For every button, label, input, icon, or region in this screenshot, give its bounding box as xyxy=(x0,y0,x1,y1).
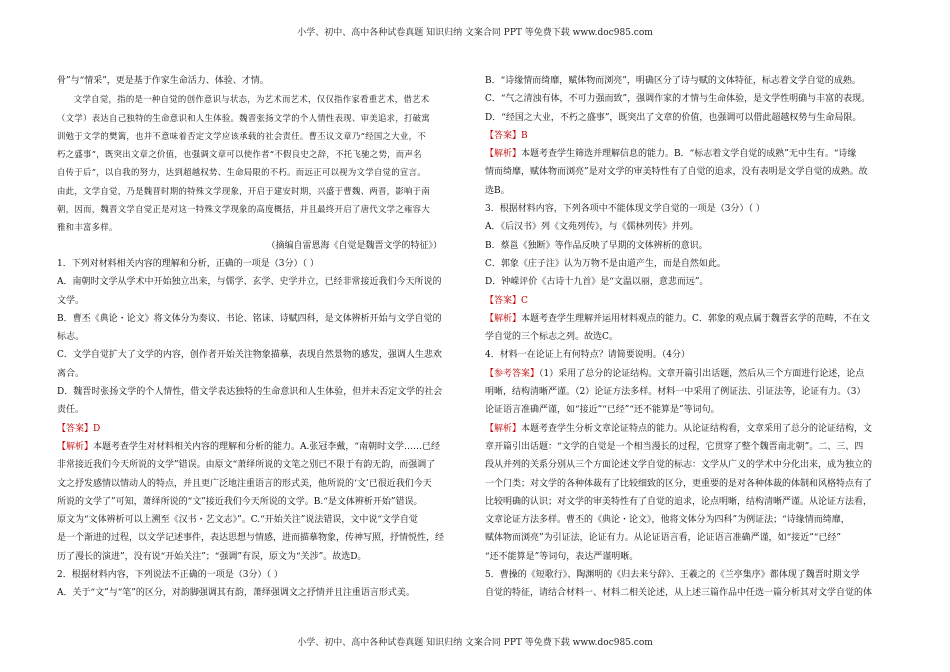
option-line: B．曹丕《典论・论文》将文体分为奏议、书论、铭诔、诗赋四科，是文体辨析开始与文学自觉的 xyxy=(57,313,442,324)
answer-1 xyxy=(57,420,452,438)
explanation-line: 情而绮靡，赋体物而浏亮”是对文学的审美特性有了自觉的追求，没有表明是文学自觉的成熟。故 xyxy=(485,167,868,178)
question-5-line: 自觉的特征，请结合材料一、材料二相关论述，从上述三篇作品中任选一篇分析其对文学自觉的体 xyxy=(485,588,873,599)
explanation-line: 文章论证方法多样。曹丕的《典论・论文》，他将文体分为四科”为例证法；“诗缘情而绮靡， xyxy=(485,515,850,526)
reference-answer-line: 论证语言准确严谨，如“接近”“已经”“还不能算是”等词句。 xyxy=(485,405,720,416)
answer-value: D xyxy=(93,423,101,434)
explanation-text: 本题考查学生筛选并理解信息的能力。B．“标志着文学自觉的成熟”无中生有。“诗缘 xyxy=(521,149,857,160)
page-footer: 小学、初中、高中各种试卷真题 知识归纳 文案合同 PPT 等免费下载 www.doc985.com xyxy=(297,638,653,648)
option-line: 标志。 xyxy=(57,332,85,343)
option-line: 离合。 xyxy=(57,368,85,379)
passage-line: 自传于后”，以自我的努力，达到超越权势、生命局限的不朽。而远正可以视为文学自觉的宣言。 xyxy=(57,167,426,178)
answer-tag: 【答案】 xyxy=(485,130,522,141)
explanation-line xyxy=(485,310,880,328)
passage-line: 由此，文学自觉，乃是魏晋时期的特殊文学现象，开启于建安时期，兴盛于曹魏、两晋，影响于南 xyxy=(57,185,431,196)
page-header: 小学、初中、高中各种试卷真题 知识归纳 文案合同 PPT 等免费下载 www.doc985.com xyxy=(297,28,653,38)
explanation-tag: 【解析】 xyxy=(485,423,522,434)
passage-line: 骨”与“情采”，更是基于作家生命活力、体验、才情。 xyxy=(57,76,269,86)
answer-2 xyxy=(485,127,880,145)
passage-line: （文学）表达自己独特的生命意识和人生体验。魏晋张扬文学的个人情性表现、审美追求，打破寓 xyxy=(57,112,431,123)
option-line: C．郭象《庄子注》认为万物不是由道产生，而是自然如此。 xyxy=(485,258,726,269)
answer-value: B xyxy=(521,130,528,141)
explanation-line: 比较明确的认识；对文学的审美特性有了自觉的追求，论点明晰，结构清晰严谨。从论证方法看， xyxy=(485,496,873,507)
passage-line: 朝，因而，魏晋文学自觉正是对这一特殊文学现象的高度概括，并且最终开启了唐代文学之雍容大 xyxy=(57,204,431,215)
option-line: 责任。 xyxy=(57,405,85,416)
option-line: 文学。 xyxy=(57,295,85,306)
explanation-line xyxy=(485,145,880,163)
answer-tag: 【答案】 xyxy=(485,295,522,306)
answer-3 xyxy=(485,292,880,310)
explanation-line: 选B。 xyxy=(485,185,510,196)
explanation-line: 段从并列的关系分别从三个方面论述文学自觉的标志：文学从广义的学术中分化出来，成为独立的 xyxy=(485,460,873,471)
passage-line: 雅和丰富多样。 xyxy=(57,222,118,233)
explanation-text: 本题考查学生对材料相关内容的理解和分析的能力。A.张冠李戴，“南朝时文学……已经 xyxy=(93,441,440,452)
left-column xyxy=(57,72,452,603)
option-line: D．钟嵘评价《古诗十九首》是“文温以丽，意悲而远”。 xyxy=(485,277,709,288)
explanation-line: 一个门类；对文学的各种体裁有了比较细致的区分，更重要的是对各种体裁的体制和风格特点有了 xyxy=(485,478,873,489)
explanation-line: 是一个渐进的过程，以文学记述事件，表达思想与情感，进而描摹物象，传神写照，抒情悦性，经 xyxy=(57,533,445,544)
option-line: C．文学自觉扩大了文学的内容，创作者开始关注物象描摹，表现自然景物的感发，强调人生悲欢 xyxy=(57,350,442,361)
option-line: C．“气之清浊有体，不可力强而致”，强调作家的才情与生命体验，是文学性明确与丰富的表现。 xyxy=(485,94,871,105)
explanation-line: 赋体物而浏亮”为引证法，论证有力。从论证语言看，论证语言准确严谨，如“接近”“已经” xyxy=(485,533,842,544)
explanation-line: 历了漫长的演进”，没有说“开始关注”；“强调”有误，原文为“关涉”。故选D。 xyxy=(57,551,367,562)
option-line: A．《后汉书》列《文苑列传》，与《儒林列传》并列。 xyxy=(485,222,699,233)
passage-line: 训勉于文学的樊篱，也并不意味着否定文学应该承载的社会责任。曹丕议文章乃“经国之大业，不 xyxy=(57,130,426,141)
explanation-line xyxy=(485,420,880,438)
explanation-tag: 【解析】 xyxy=(57,441,94,452)
explanation-tag: 【解析】 xyxy=(485,313,522,324)
source-citation: （摘编自雷恩海《自觉是魏晋文学的特征》） xyxy=(266,240,442,251)
reference-answer-tag: 【参考答案】 xyxy=(485,368,540,379)
explanation-line: “还不能算是”等词句，表达严谨明晰。 xyxy=(485,551,639,562)
explanation-line: 非常接近我们今天所说的文学”错误。由原文“萧绎所说的文笔之别已不限于有韵无韵，而强调了 xyxy=(57,460,436,471)
right-column xyxy=(485,72,880,603)
reference-answer-line: 明晰，结构清晰严谨。（2）论证方法多样。材料一中采用了例证法、引证法等，论证有力。（3） xyxy=(485,387,866,398)
answer-tag: 【答案】 xyxy=(57,423,94,434)
option-line: D．魏晋时张扬文学的个人情性，借文学表达独特的生命意识和人生体验，但并未否定文学的社会 xyxy=(57,387,443,398)
answer-value: C xyxy=(521,295,528,306)
option-line: A．关于“文”与“笔”的区分，对韵脚强调其有韵，萧绎强调文之抒情并且注重语言形式美。 xyxy=(57,588,415,599)
explanation-text: 本题考查学生理解并运用材料观点的能力。C．郭象的观点属于魏晋玄学的范畴，不在文 xyxy=(521,313,870,324)
option-line: A．南朝时文学从学术中开始独立出来，与儒学、玄学、史学并立，已经非常接近我们今天所说的 xyxy=(57,277,442,288)
explanation-tag: 【解析】 xyxy=(485,149,522,160)
question-2: 2．根据材料内容，下列说法不正确的一项是（3分）（ ） xyxy=(57,570,283,581)
reference-answer-text: （1）采用了总分的论证结构。文章开篇引出话题，然后从三个方面进行论述，论点 xyxy=(539,368,865,379)
explanation-line: 章开篇引出话题：“文学的自觉是一个相当漫长的过程，它贯穿了整个魏晋南北朝”。二、三、四 xyxy=(485,441,864,452)
explanation-line: 所说的文学了”可知，萧绎所说的“文”接近我们今天所说的文学。B.“是文体辨析开始”错误。 xyxy=(57,496,423,507)
passage-line: 朽之盛事”，既突出文章之价值，也强调文章可以使作者“不假良史之辞，不托飞驰之势，而声名 xyxy=(57,149,422,160)
option-line: B．“诗缘情而绮靡，赋体物而浏亮”，明确区分了诗与赋的文体特征，标志着文学自觉的成熟。 xyxy=(485,76,861,86)
passage-line: 文学自觉，指的是一种自觉的创作意识与状态，为艺术而艺术，仅仅指作家看重艺术，借艺术 xyxy=(73,94,430,105)
reference-answer-line xyxy=(485,365,880,383)
option-line: D．“经国之大业，不朽之盛事”，既突出了文章的价值，也强调可以借此超越权势与生命局限。 xyxy=(485,112,862,123)
question-3: 3．根据材料内容，下列各项中不能体现文学自觉的一项是（3分）（ ） xyxy=(485,204,765,215)
question-1: 1．下列对材料相关内容的理解和分析，正确的一项是（3分）（ ） xyxy=(57,258,319,269)
question-4: 4．材料一在论证上有何特点？请简要说明。（4分） xyxy=(485,350,690,361)
option-line: B．蔡邕《独断》等作品反映了早期的文体辨析的意识。 xyxy=(485,240,708,251)
explanation-line: 文之抒发感情以情动人的特点，并且更广泛地注重语言的形式美，他所说的‘文’已很近我们今天 xyxy=(57,478,432,489)
explanation-line: 学自觉的三个标志之列。故选C。 xyxy=(485,332,618,343)
explanation-line: 原文为“文体辨析可以上溯至《汉书・艺文志》”。C.“开始关注”说法错误，文中说“文学自觉 xyxy=(57,515,418,526)
question-5: 5．曹操的《短歌行》、陶渊明的《归去来兮辞》、王羲之的《兰亭集序》都体现了魏晋时期文学 xyxy=(485,570,860,581)
explanation-text: 本题考查学生分析文章论证特点的能力。从论证结构看，文章采用了总分的论证结构，文 xyxy=(521,423,873,434)
explanation-line xyxy=(57,438,452,456)
